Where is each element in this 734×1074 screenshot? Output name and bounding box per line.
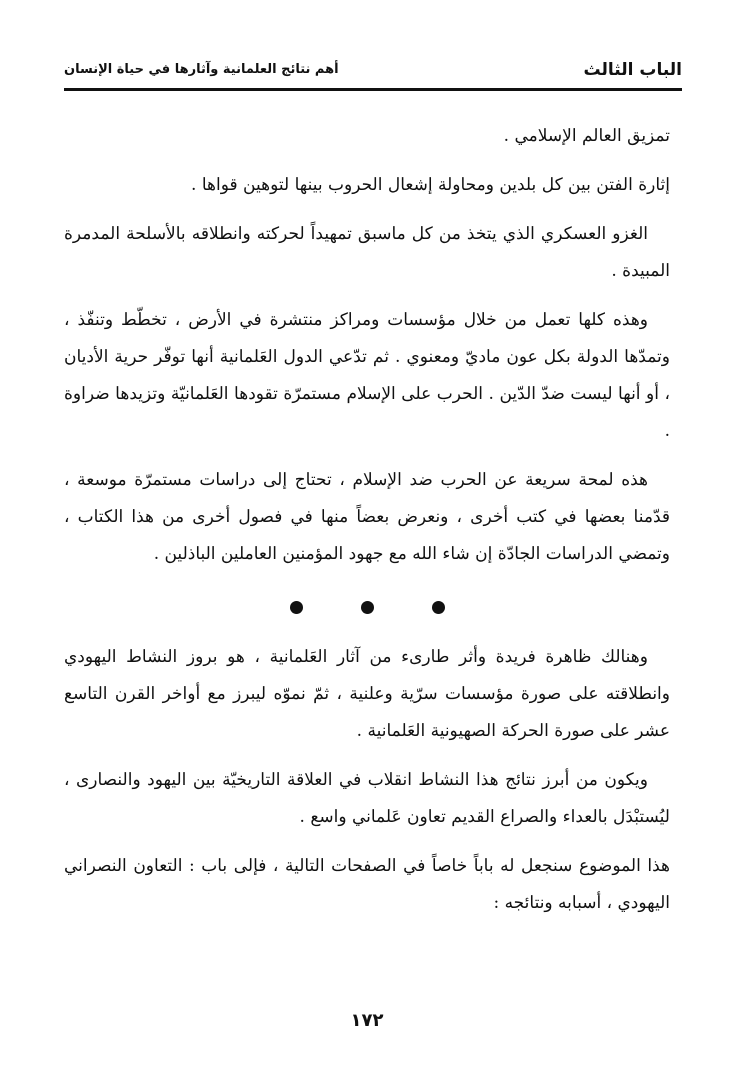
paragraph-2: إثارة الفتن بين كل بلدين ومحاولة إشعال الحروب بينها لتوهين قواها .	[191, 175, 670, 195]
section-separator	[64, 585, 670, 629]
page-body	[64, 118, 670, 934]
paragraph-3: الغزو العسكري الذي يتخذ من كل ماسبق تمهيداً لحركته وانطلاقه بالأسلحة المدمرة المبيدة .	[64, 224, 670, 281]
paragraph-1: تمزيق العالم الإسلامي .	[503, 126, 670, 146]
paragraph-4: وهذه كلها تعمل من خلال مؤسسات ومراكز منتشرة في الأرض ، تخطّط وتنفّذ ، وتمدّها الدولة بكل عون ماديّ ومعنوي . ثم تدّعي الدول العَلمانية أنها توفّر حرية الأديان ، أو أنها ليست ضدّ الدّين . الحرب على الإسلام مستمرّة تقودها العَلمانيّة وتزيدها ضراوة .	[64, 310, 670, 441]
separator-dot	[361, 601, 374, 614]
running-header	[64, 58, 682, 88]
page-number: ١٧٢	[350, 1010, 384, 1031]
chapter-label: الباب الثالث	[583, 60, 682, 80]
separator-dot	[432, 601, 445, 614]
paragraph-6: وهنالك ظاهرة فريدة وأثر طارىء من آثار العَلمانية ، هو بروز النشاط اليهودي وانطلاقته على صورة مؤسسات سرّية وعلنية ، ثمّ نموّه ليبرز مع أواخر القرن التاسع عشر على صورة الحركة الصهيونية العَلمانية .	[64, 647, 670, 741]
paragraph-5: هذه لمحة سريعة عن الحرب ضد الإسلام ، تحتاج إلى دراسات مستمرّة موسعة ، قدّمنا بعضها في كتب أخرى ، ونعرض بعضاً منها في فصول أخرى من هذا الكتاب ، وتمضي الدراسات الجادّة إن شاء الله مع جهود المؤمنين العاملين الباذلين .	[64, 470, 670, 564]
paragraph-7: ويكون من أبرز نتائج هذا النشاط انقلاب في العلاقة التاريخيّة بين اليهود والنصارى ، ليُستبْدَل بالعداء والصراع القديم تعاون عَلماني واسع .	[64, 770, 670, 827]
header-divider	[64, 88, 682, 91]
book-section-title: أهم نتائج العلمانية وآثارها في حياة الإنسان	[64, 62, 339, 77]
paragraph-8: هذا الموضوع سنجعل له باباً خاصاً في الصفحات التالية ، فإلى باب : التعاون النصراني اليهودي ، أسبابه ونتائجه :	[64, 856, 670, 913]
separator-dot	[290, 601, 303, 614]
